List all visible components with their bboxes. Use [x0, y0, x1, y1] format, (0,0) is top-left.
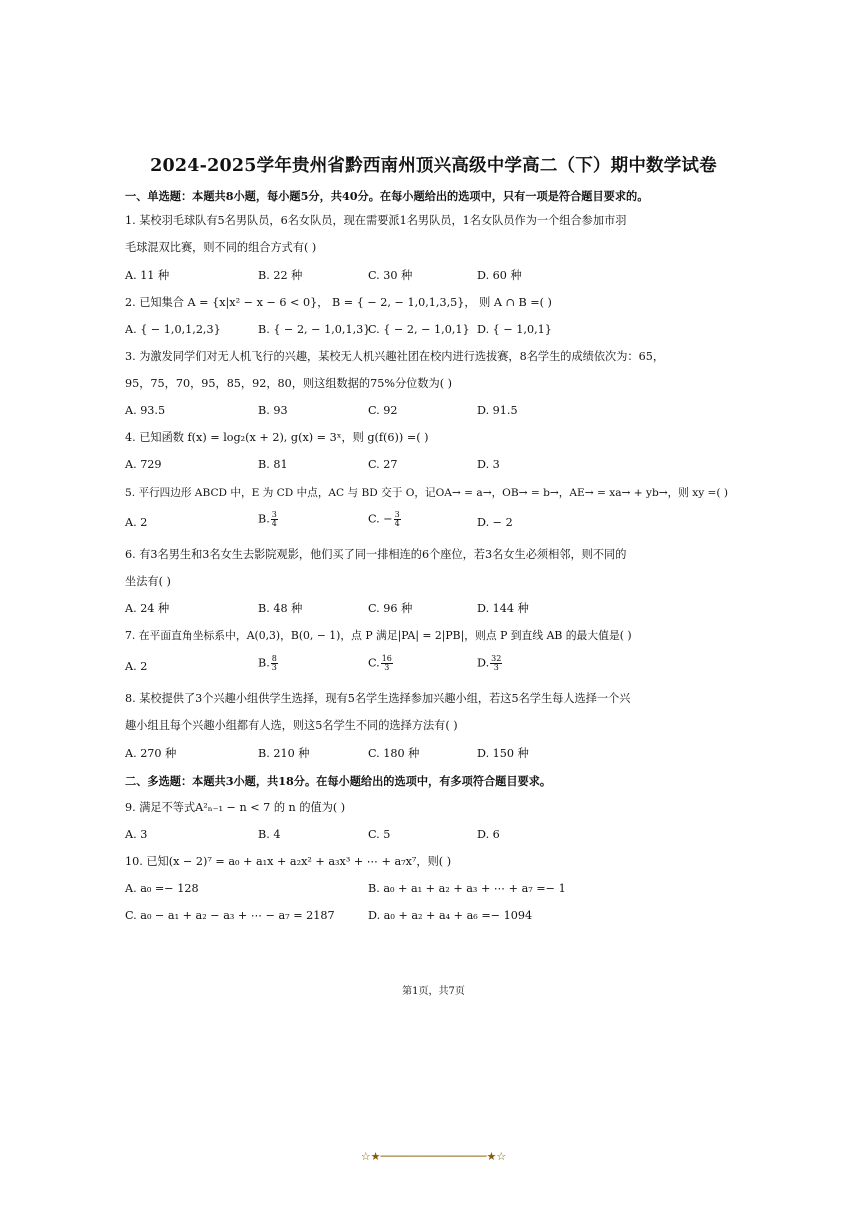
question-5-option-c-numerator: 3 [394, 510, 400, 519]
question-2-option-c: C. { − 2, − 1,0,1} [368, 323, 470, 336]
question-9-option-b: B. 4 [258, 828, 281, 841]
question-2-line-1 [125, 295, 552, 311]
question-5-option-b-prefix: B. [258, 512, 270, 526]
question-5-option-b-fraction [271, 511, 278, 528]
question-3-option-d: D. 91.5 [477, 404, 518, 417]
section-multi-choice-header: 二、多选题：本题共3小题，共18分。在每小题给出的选项中，有多项符合题目要求。 [125, 774, 552, 788]
question-2-option-a: A. { − 1,0,1,2,3} [125, 323, 221, 336]
question-7-option-c-denominator: 3 [384, 663, 390, 672]
question-5-option-c-fraction [394, 511, 401, 528]
question-2-set-b: B = { − 2, − 1,0,1,3,5}， [331, 296, 476, 309]
question-9-option-d: D. 6 [477, 828, 500, 841]
question-10-option-b: B. a₀ + a₁ + a₂ + a₃ + ⋯ + a₇ =− 1 [368, 882, 566, 895]
question-4-line-1: 4. 已知函数 f(x) = log₂(x + 2), g(x) = 3ˣ，则 g(f(6)) =( ) [125, 431, 429, 444]
question-6-option-d: D. 144 种 [477, 602, 529, 615]
question-3-option-a: A. 93.5 [125, 404, 166, 417]
question-3-line-2: 95，75，70，95，85，92，80，则这组数据的75%分位数为( ) [125, 377, 452, 390]
question-3-option-c: C. 92 [368, 404, 398, 417]
question-7-option-b-denominator: 3 [271, 663, 277, 672]
question-9-option-a: A. 3 [125, 828, 148, 841]
question-7-option-d-numerator: 32 [491, 654, 502, 663]
question-4-option-d: D. 3 [477, 458, 500, 471]
question-7-option-d-fraction [490, 655, 502, 672]
question-1-option-a: A. 11 种 [125, 269, 170, 282]
question-2-ask: 则 A ∩ B =( ) [479, 296, 552, 309]
question-7-option-c-fraction [381, 655, 393, 672]
question-10-option-c: C. a₀ − a₁ + a₂ − a₃ + ⋯ − a₇ = 2187 [125, 909, 335, 922]
question-2-option-d: D. { − 1,0,1} [477, 323, 552, 336]
question-8-line-2: 趣小组且每个兴趣小组都有人选，则这5名学生不同的选择方法有( ) [125, 719, 458, 732]
question-4-option-b: B. 81 [258, 458, 288, 471]
question-5-option-d: D. − 2 [477, 516, 513, 529]
question-8-option-d: D. 150 种 [477, 747, 529, 760]
question-1-line-1: 1. 某校羽毛球队有5名男队员，6名女队员，现在需要派1名男队员，1名女队员作为一个组合参加市羽 [125, 214, 627, 227]
question-8-option-c: C. 180 种 [368, 747, 420, 760]
question-7-line-1: 7. 在平面直角坐标系中，A(0,3)，B(0, − 1)，点 P 满足|PA| = 2|PB|，则点 P 到直线 AB 的最大值是( ) [125, 629, 632, 642]
question-7-option-b [258, 655, 279, 672]
question-7-option-b-fraction [271, 655, 278, 672]
question-5-option-b-denominator: 4 [271, 519, 277, 528]
question-7-option-d [477, 655, 503, 672]
question-7-option-c-prefix: C. [368, 656, 380, 670]
question-7-option-c-numerator: 16 [381, 654, 392, 663]
question-7-option-c [368, 655, 394, 672]
question-5-option-b [258, 511, 279, 528]
question-4-option-c: C. 27 [368, 458, 398, 471]
question-5-option-b-numerator: 3 [271, 510, 277, 519]
question-7-option-d-prefix: D. [477, 656, 490, 670]
question-3-option-b: B. 93 [258, 404, 288, 417]
question-5-option-c [368, 511, 402, 528]
question-9-line-1: 9. 满足不等式A²ₙ₋₁ − n < 7 的 n 的值为( ) [125, 801, 346, 814]
section-single-choice-header: 一、单选题：本题共8小题，每小题5分，共40分。在每小题给出的选项中，只有一项是符合题目要求的。 [125, 189, 649, 203]
question-9-option-c: C. 5 [368, 828, 391, 841]
question-7-option-d-denominator: 3 [493, 663, 499, 672]
question-6-option-c: C. 96 种 [368, 602, 413, 615]
bottom-star-decoration: ☆★────────────────★☆ [360, 1150, 507, 1163]
question-1-option-d: D. 60 种 [477, 269, 522, 282]
question-5-line-1: 5. 平行四边形 ABCD 中，E 为 CD 中点，AC 与 BD 交于 O，记OA→ = a→，OB→ = b→，AE→ = xa→ + yb→，则 xy =( ) [125, 487, 729, 499]
question-3-line-1: 3. 为激发同学们对无人机飞行的兴趣，某校无人机兴趣社团在校内进行选拔赛，8名学生的成绩依次为：65， [125, 350, 665, 363]
question-6-line-1: 6. 有3名男生和3名女生去影院观影，他们买了同一排相连的6个座位，若3名女生必须相邻，则不同的 [125, 548, 627, 561]
question-8-option-a: A. 270 种 [125, 747, 177, 760]
question-6-option-b: B. 48 种 [258, 602, 303, 615]
question-10-option-a: A. a₀ =− 128 [125, 882, 199, 895]
question-5-option-c-denominator: 4 [394, 519, 400, 528]
question-8-line-1: 8. 某校提供了3个兴趣小组供学生选择，现有5名学生选择参加兴趣小组，若这5名学生每人选择一个兴 [125, 692, 631, 705]
question-1-option-c: C. 30 种 [368, 269, 413, 282]
exam-title: 2024-2025学年贵州省黔西南州顶兴高级中学高二（下）期中数学试卷 [150, 156, 717, 176]
question-1-line-2: 毛球混双比赛，则不同的组合方式有( ) [125, 241, 317, 254]
question-7-option-b-numerator: 8 [271, 654, 277, 663]
question-2-set-a: A = {x|x² − x − 6 < 0}， [187, 296, 329, 309]
question-10-option-d: D. a₀ + a₂ + a₄ + a₆ =− 1094 [368, 909, 533, 922]
question-8-option-b: B. 210 种 [258, 747, 310, 760]
question-2-prefix: 2. 已知集合 [125, 296, 184, 309]
question-1-option-b: B. 22 种 [258, 269, 303, 282]
question-6-line-2: 坐法有( ) [125, 575, 171, 588]
page-number-footer: 第1页，共7页 [402, 986, 465, 997]
question-10-line-1: 10. 已知(x − 2)⁷ = a₀ + a₁x + a₂x² + a₃x³ + ⋯ + a₇x⁷，则( ) [125, 855, 452, 868]
question-6-option-a: A. 24 种 [125, 602, 170, 615]
question-5-option-c-prefix: C. − [368, 512, 393, 526]
question-5-option-a: A. 2 [125, 516, 148, 529]
question-7-option-a: A. 2 [125, 660, 148, 673]
question-7-option-b-prefix: B. [258, 656, 270, 670]
question-2-option-b: B. { − 2, − 1,0,1,3} [258, 323, 371, 336]
question-4-option-a: A. 729 [125, 458, 162, 471]
